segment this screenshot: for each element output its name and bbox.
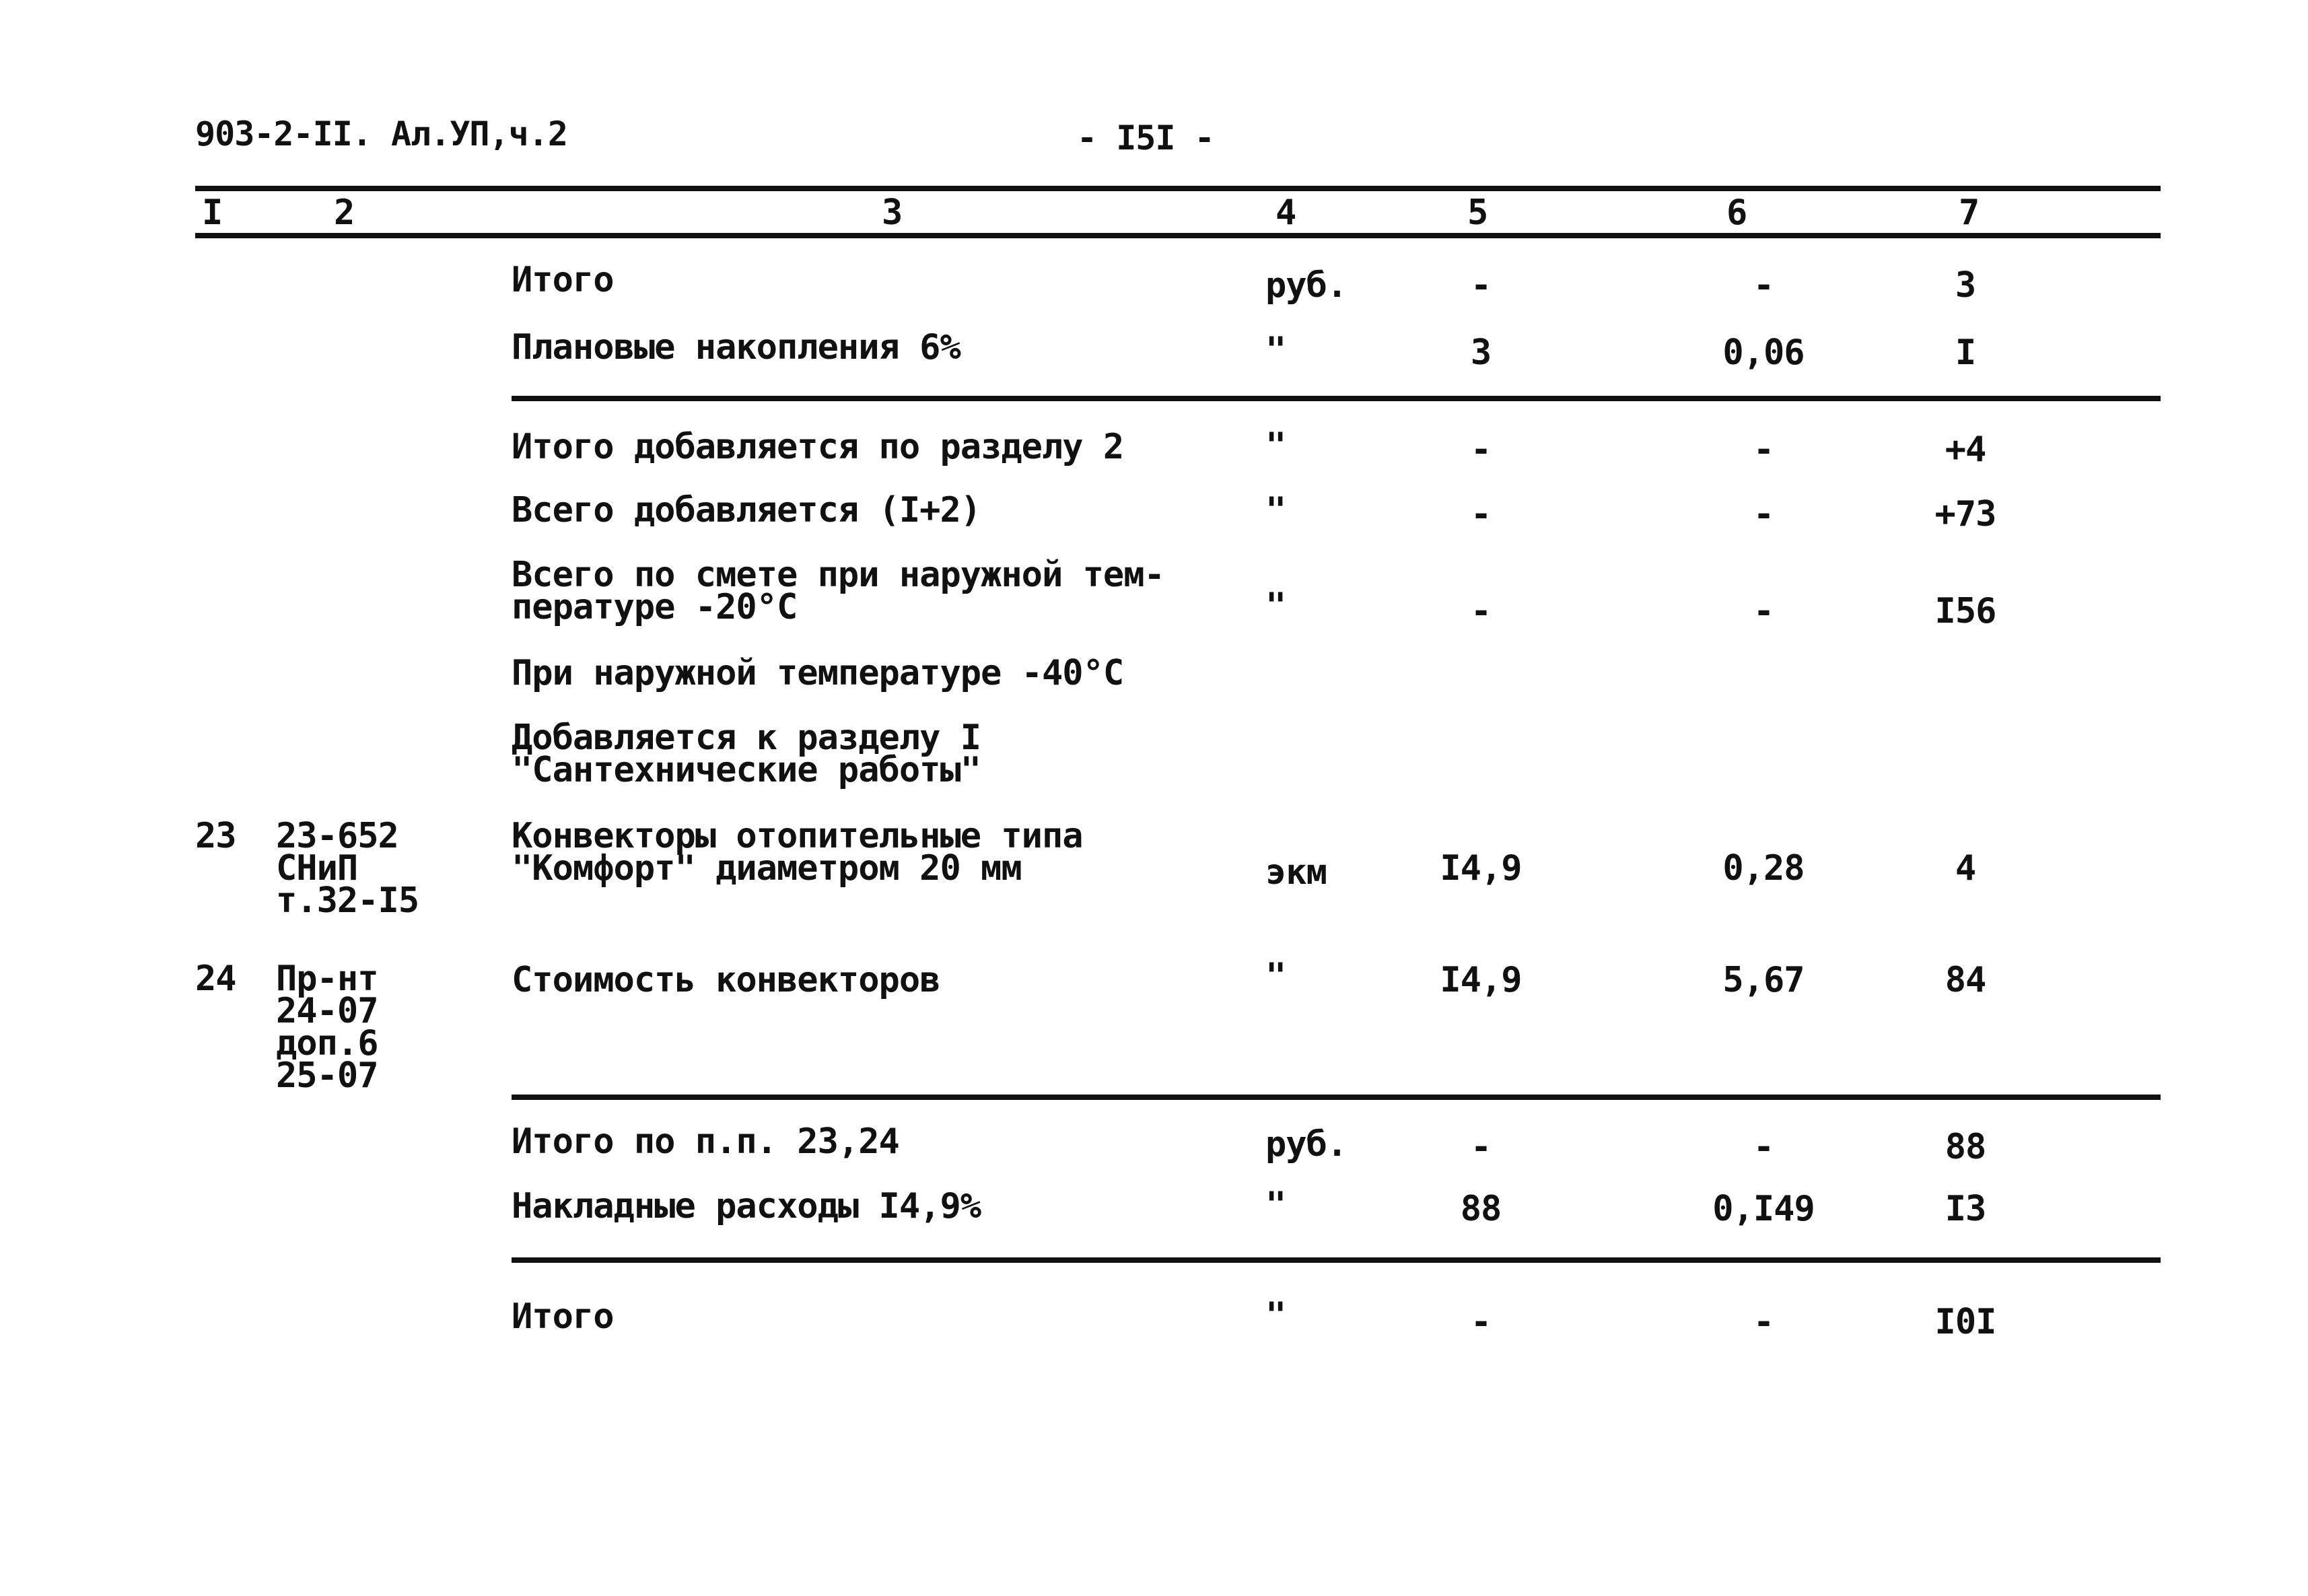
row-total: 84 bbox=[1945, 960, 1986, 1000]
row-name: Итого добавляется по разделу 2 bbox=[512, 427, 1124, 467]
column-header-7: 7 bbox=[1959, 193, 1980, 233]
row-qty: 3 bbox=[1470, 333, 1492, 373]
row-unit: руб. bbox=[1265, 265, 1348, 306]
row-price: - bbox=[1753, 1127, 1774, 1167]
page-number: - I5I - bbox=[1077, 118, 1214, 158]
row-qty: - bbox=[1470, 429, 1492, 470]
row-price: 0,28 bbox=[1722, 848, 1805, 889]
row-name: Всего добавляется (I+2) bbox=[512, 490, 981, 530]
row-name: Итого по п.п. 23,24 bbox=[512, 1121, 899, 1162]
section-rule bbox=[512, 1257, 2161, 1263]
row-name: Итого bbox=[512, 260, 614, 300]
row-name: Накладные расходы I4,9% bbox=[512, 1186, 981, 1226]
row-price: - bbox=[1753, 429, 1774, 470]
row-total: 88 bbox=[1945, 1127, 1986, 1167]
row-qty: - bbox=[1470, 1127, 1492, 1167]
column-header-5: 5 bbox=[1467, 193, 1489, 233]
document-code: 903-2-II. Ал.УП,ч.2 bbox=[195, 114, 567, 153]
row-total: I bbox=[1955, 333, 1976, 373]
row-total: +73 bbox=[1934, 494, 1996, 534]
row-qty: I4,9 bbox=[1440, 848, 1522, 889]
row-total: +4 bbox=[1945, 429, 1986, 470]
row-price: 5,67 bbox=[1722, 960, 1805, 1000]
column-header-1: I bbox=[202, 193, 223, 233]
row-name: Плановые накопления 6% bbox=[512, 327, 960, 368]
column-header-2: 2 bbox=[334, 193, 355, 233]
row-name: Итого bbox=[512, 1296, 614, 1337]
row-total: I0I bbox=[1934, 1302, 1996, 1342]
row-unit: " bbox=[1265, 490, 1286, 530]
row-name: Конвекторы отопительные типа "Комфорт" диаметром 20 мм bbox=[512, 816, 1083, 889]
row-price: - bbox=[1753, 494, 1774, 534]
row-price: - bbox=[1753, 1302, 1774, 1342]
row-name: При наружной температуре -40°С bbox=[512, 653, 1124, 693]
row-qty: - bbox=[1470, 591, 1492, 631]
row-unit: " bbox=[1265, 425, 1286, 466]
column-header-4: 4 bbox=[1275, 193, 1297, 233]
row-qty: I4,9 bbox=[1440, 960, 1522, 1000]
row-price: 0,I49 bbox=[1712, 1189, 1815, 1229]
row-unit: " bbox=[1265, 330, 1286, 370]
row-price: - bbox=[1753, 591, 1774, 631]
row-price: 0,06 bbox=[1722, 333, 1805, 373]
row-qty: 88 bbox=[1460, 1189, 1502, 1229]
row-qty: - bbox=[1470, 1302, 1492, 1342]
header-bottom-rule bbox=[195, 233, 2161, 238]
row-total: 4 bbox=[1955, 848, 1976, 889]
row-total: I3 bbox=[1945, 1189, 1986, 1229]
row-name: Добавляется к разделу I "Сантехнические работы" bbox=[512, 718, 981, 790]
row-total: I56 bbox=[1934, 591, 1996, 631]
row-unit: " bbox=[1265, 956, 1286, 996]
column-header-6: 6 bbox=[1726, 193, 1748, 233]
column-header-3: 3 bbox=[882, 193, 903, 233]
row-qty: - bbox=[1470, 494, 1492, 534]
table-top-rule bbox=[195, 186, 2161, 191]
row-unit: руб. bbox=[1265, 1124, 1348, 1165]
row-total: 3 bbox=[1955, 265, 1976, 306]
section-rule bbox=[512, 1095, 2161, 1100]
row-unit: экм bbox=[1265, 852, 1327, 893]
row-num: 23 bbox=[195, 816, 236, 856]
row-code: Пр-нт 24-07 доп.6 25-07 bbox=[276, 959, 378, 1096]
row-num: 24 bbox=[195, 959, 236, 999]
row-unit: " bbox=[1265, 1185, 1286, 1225]
row-qty: - bbox=[1470, 265, 1492, 306]
section-rule bbox=[512, 396, 2161, 401]
row-unit: " bbox=[1265, 586, 1286, 626]
row-price: - bbox=[1753, 265, 1774, 306]
row-unit: " bbox=[1265, 1295, 1286, 1335]
row-code: 23-652 СНиП т.32-I5 bbox=[276, 816, 419, 921]
row-name: Стоимость конвекторов bbox=[512, 960, 940, 1000]
row-name: Всего по смете при наружной тем- пературе -20°С bbox=[512, 555, 1164, 627]
